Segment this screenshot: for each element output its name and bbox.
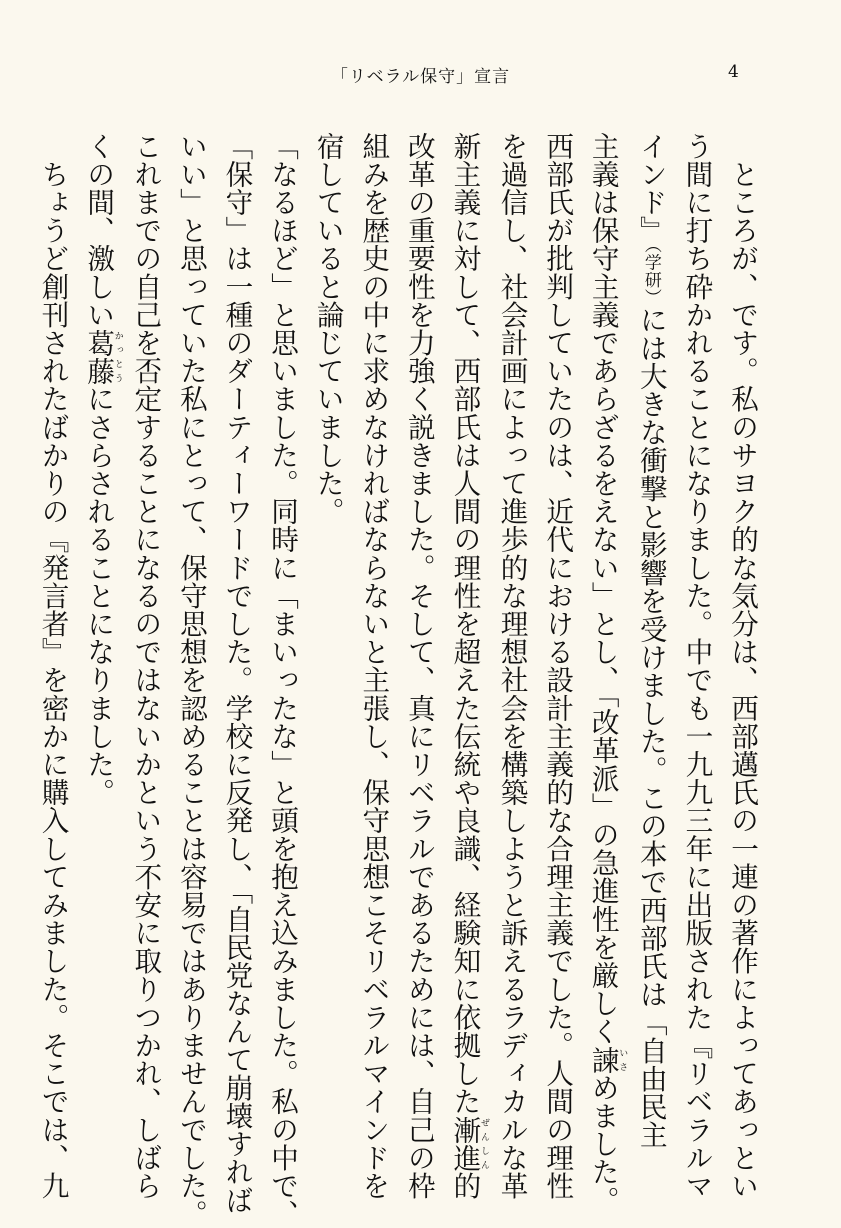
text-line: これまでの自己を否定することになるのではないかという不安に取りつかれ、しばら <box>129 132 163 1200</box>
vertical-text-body <box>30 132 765 1228</box>
text-line: ちょうど創刊されたばかりの『発言者』を密かに購入してみました。そこでは、九 <box>36 160 70 1200</box>
text-line: ところが、です。私のサヨク的な気分は、西部邁氏の一連の著作によってあっとい <box>726 160 759 1200</box>
page-number: 4 <box>728 62 739 82</box>
text-line: う間に打ち砕かれることになりました。中でも一九九三年に出版された『リベラルマ <box>680 132 714 1200</box>
text-line: 組みを歴史の中に求めなければならないと主張し、保守思想こそリベラルマインドを <box>357 132 391 1200</box>
text-line: 「なるほど」と思いました。同時に「まいったな」と頭を抱え込みました。私の中で、 <box>266 132 300 1228</box>
ruby-isame: 諫いさ <box>586 1045 628 1074</box>
text-line: 西部氏が批判していたのは、近代における設計主義的な合理主義でした。人間の理性 <box>541 132 575 1200</box>
text-line: 「保守」は一種のダーティーワードでした。学校に反発し、「自民党なんて崩壊すれば <box>220 132 254 1215</box>
text-line: くの間、激しい葛藤かっとうにさらされることになりました。 <box>82 132 123 807</box>
ruby-katto: 葛藤かっとう <box>82 328 123 385</box>
text-line: 新主義に対して、西部氏は人間の理性を超えた伝統や良識、経験知に依拠した漸進ぜんしん的 <box>448 132 489 1200</box>
text-line: インド』（学研）には大きな衝撃と影響を受けました。この本で西部氏は「自由民主 <box>634 132 668 1149</box>
text-line: を過信し、社会計画によって進歩的な理想社会を構築しようと訴えるラディカルな革 <box>495 132 529 1200</box>
text-line: 主義は保守主義であらざるをえない」とし、「改革派」の急進性を厳しく諫いさめました。 <box>586 132 628 1215</box>
text-line: 改革の重要性を力強く説きました。そして、真にリベラルであるためには、自己の枠 <box>402 132 436 1200</box>
text-line: 宿していると論じていました。 <box>311 132 345 526</box>
publisher-note: （学研） <box>640 244 661 306</box>
text-line: いい」と思っていた私にとって、保守思想を認めることは容易ではありませんでした。 <box>174 132 208 1228</box>
ruby-zenshin: 漸進ぜんしん <box>448 1115 489 1172</box>
running-title: 「リベラル保守」宣言 <box>330 67 511 87</box>
